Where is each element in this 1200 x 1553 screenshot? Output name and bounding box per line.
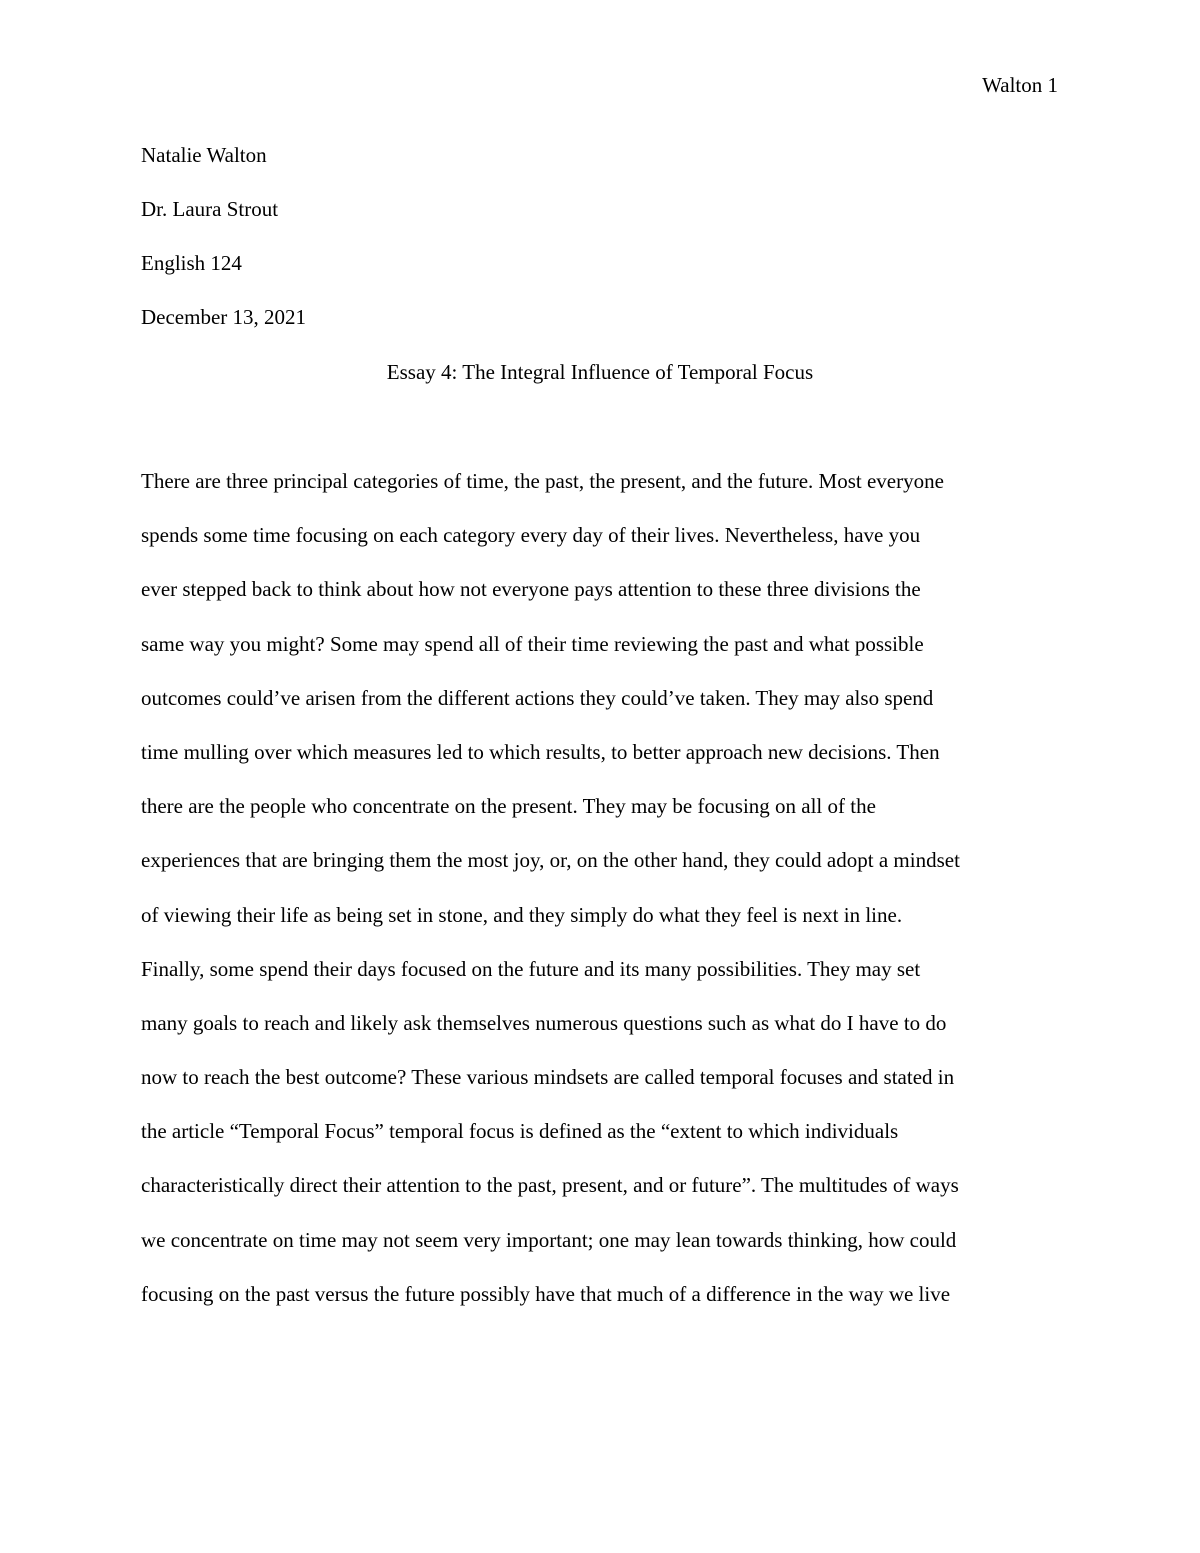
running-header: Walton 1 (982, 73, 1058, 97)
body-line: the article “Temporal Focus” temporal focus is defined as the “extent to which individuals (141, 1119, 899, 1144)
body-line: experiences that are bringing them the most joy, or, on the other hand, they could adopt a mindset (141, 848, 960, 873)
essay-body (141, 466, 1071, 1333)
body-line: characteristically direct their attention to the past, present, and or future”. The multitudes of ways (141, 1173, 959, 1198)
essay-title: Essay 4: The Integral Influence of Temporal Focus (386, 360, 814, 384)
instructor-name: Dr. Laura Strout (141, 197, 279, 221)
body-line: there are the people who concentrate on the present. They may be focusing on all of the (141, 794, 876, 819)
body-line: ever stepped back to think about how not everyone pays attention to these three divisions the (141, 577, 921, 602)
date-line: December 13, 2021 (141, 305, 307, 329)
body-line: spends some time focusing on each category every day of their lives. Nevertheless, have you (141, 523, 921, 548)
author-name: Natalie Walton (141, 143, 267, 167)
body-line: outcomes could’ve arisen from the different actions they could’ve taken. They may also spend (141, 685, 934, 710)
course-name: English 124 (141, 251, 242, 275)
body-line: Finally, some spend their days focused on the future and its many possibilities. They may set (141, 956, 921, 981)
body-line: of viewing their life as being set in stone, and they simply do what they feel is next in line. (141, 902, 903, 927)
body-line: same way you might? Some may spend all of their time reviewing the past and what possible (141, 631, 924, 656)
body-line: now to reach the best outcome? These various mindsets are called temporal focuses and stated in (141, 1065, 955, 1090)
body-line: focusing on the past versus the future possibly have that much of a difference in the way we live (141, 1281, 951, 1306)
body-line: time mulling over which measures led to which results, to better approach new decisions. Then (141, 739, 940, 764)
body-line: many goals to reach and likely ask themselves numerous questions such as what do I have to do (141, 1010, 947, 1035)
mla-heading (141, 140, 306, 356)
body-line: we concentrate on time may not seem very important; one may lean towards thinking, how could (141, 1227, 957, 1252)
body-line: There are three principal categories of time, the past, the present, and the future. Most everyone (141, 469, 944, 493)
